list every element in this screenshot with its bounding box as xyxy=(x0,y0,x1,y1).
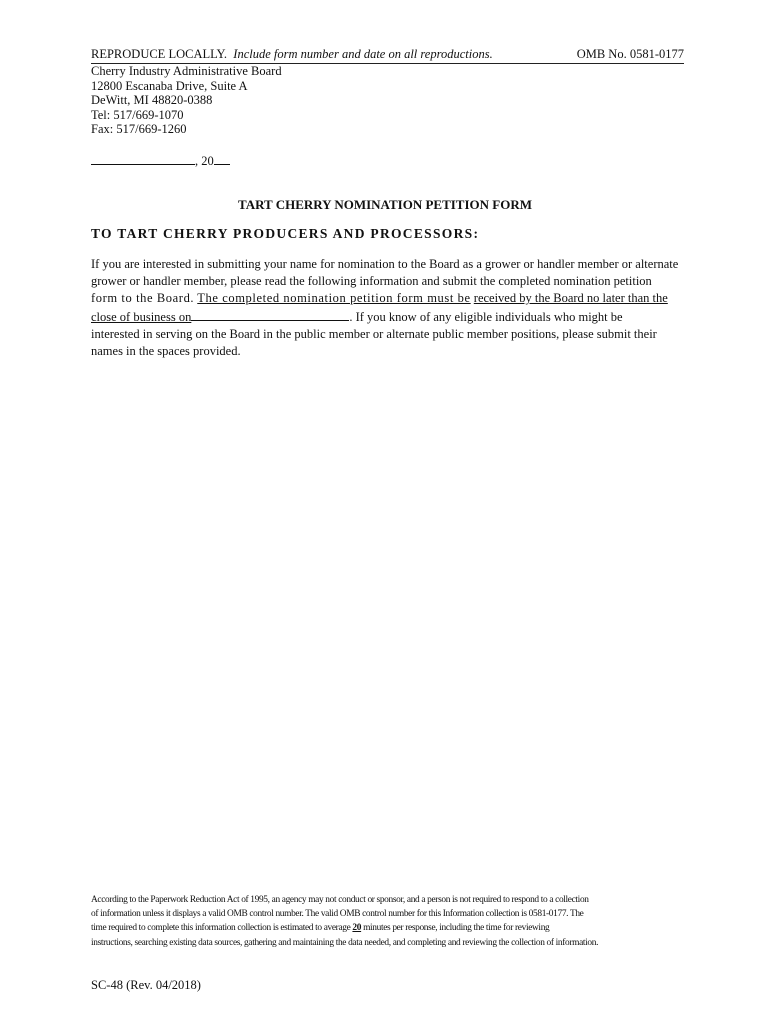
form-number: SC-48 (Rev. 04/2018) xyxy=(91,978,201,992)
omb-number: OMB No. 0581-0177 xyxy=(576,47,684,61)
para-text: form to the Board. xyxy=(91,291,195,306)
date-line xyxy=(91,152,230,169)
tel-number: Tel: 517/669-1070 xyxy=(91,107,184,122)
street-address: 12800 Escanaba Drive, Suite A xyxy=(91,78,248,93)
header-line xyxy=(91,46,684,64)
footnote-text: time required to complete this information collection is estimated to average xyxy=(91,923,351,934)
footnote-line: instructions, searching existing data sources, gathering and maintaining the data needed, and completing and reviewing the collection of information. xyxy=(91,937,599,948)
para-line: names in the spaces provided. xyxy=(91,344,241,359)
year-blank[interactable] xyxy=(214,152,230,165)
underlined-text: close of business on xyxy=(91,309,192,324)
org-name: Cherry Industry Administrative Board xyxy=(91,64,282,78)
fax-number: Fax: 517/669-1260 xyxy=(91,122,187,137)
deadline-blank[interactable] xyxy=(191,308,349,321)
minutes-value: 20 xyxy=(352,923,362,934)
form-subtitle: TO TART CHERRY PRODUCERS AND PROCESSORS: xyxy=(91,226,480,241)
instructions-paragraph xyxy=(91,256,684,360)
para-text: . If you know of any eligible individuals who might be xyxy=(349,309,623,324)
footnote-line xyxy=(91,921,684,935)
reproduce-note: Include form number and date on all reproductions. xyxy=(233,47,493,61)
para-line: If you are interested in submitting your name for nomination to the Board as a grower or handler member or alternate xyxy=(91,257,679,271)
footnote-line: According to the Paperwork Reduction Act of 1995, an agency may not conduct or sponsor, and a person is not required to respond to a collection xyxy=(91,895,589,905)
para-line xyxy=(91,290,684,307)
underlined-text: The completed nomination petition form must be xyxy=(197,291,471,306)
reproduce-label: REPRODUCE LOCALLY. xyxy=(91,47,228,61)
date-blank[interactable] xyxy=(91,152,195,165)
para-line: grower or handler member, please read the following information and submit the completed nomination petition xyxy=(91,274,652,289)
footnote-text: minutes per response, including the time for reviewing xyxy=(363,923,550,934)
para-line: interested in serving on the Board in the public member or alternate public member positions, please submit their xyxy=(91,326,657,341)
footnote-line: of information unless it displays a valid OMB control number. The valid OMB control number for this Information collection is 0581-0177. The xyxy=(91,909,584,920)
reproduce-notice xyxy=(91,46,493,62)
paperwork-reduction-notice xyxy=(91,893,684,950)
city-address: DeWitt, MI 48820-0388 xyxy=(91,93,213,108)
underlined-text: received by the Board no later than the xyxy=(473,291,668,306)
address-block xyxy=(91,64,282,137)
year-prefix: , 20 xyxy=(195,154,214,168)
form-title: TART CHERRY NOMINATION PETITION FORM xyxy=(237,197,532,212)
para-line xyxy=(91,308,684,326)
